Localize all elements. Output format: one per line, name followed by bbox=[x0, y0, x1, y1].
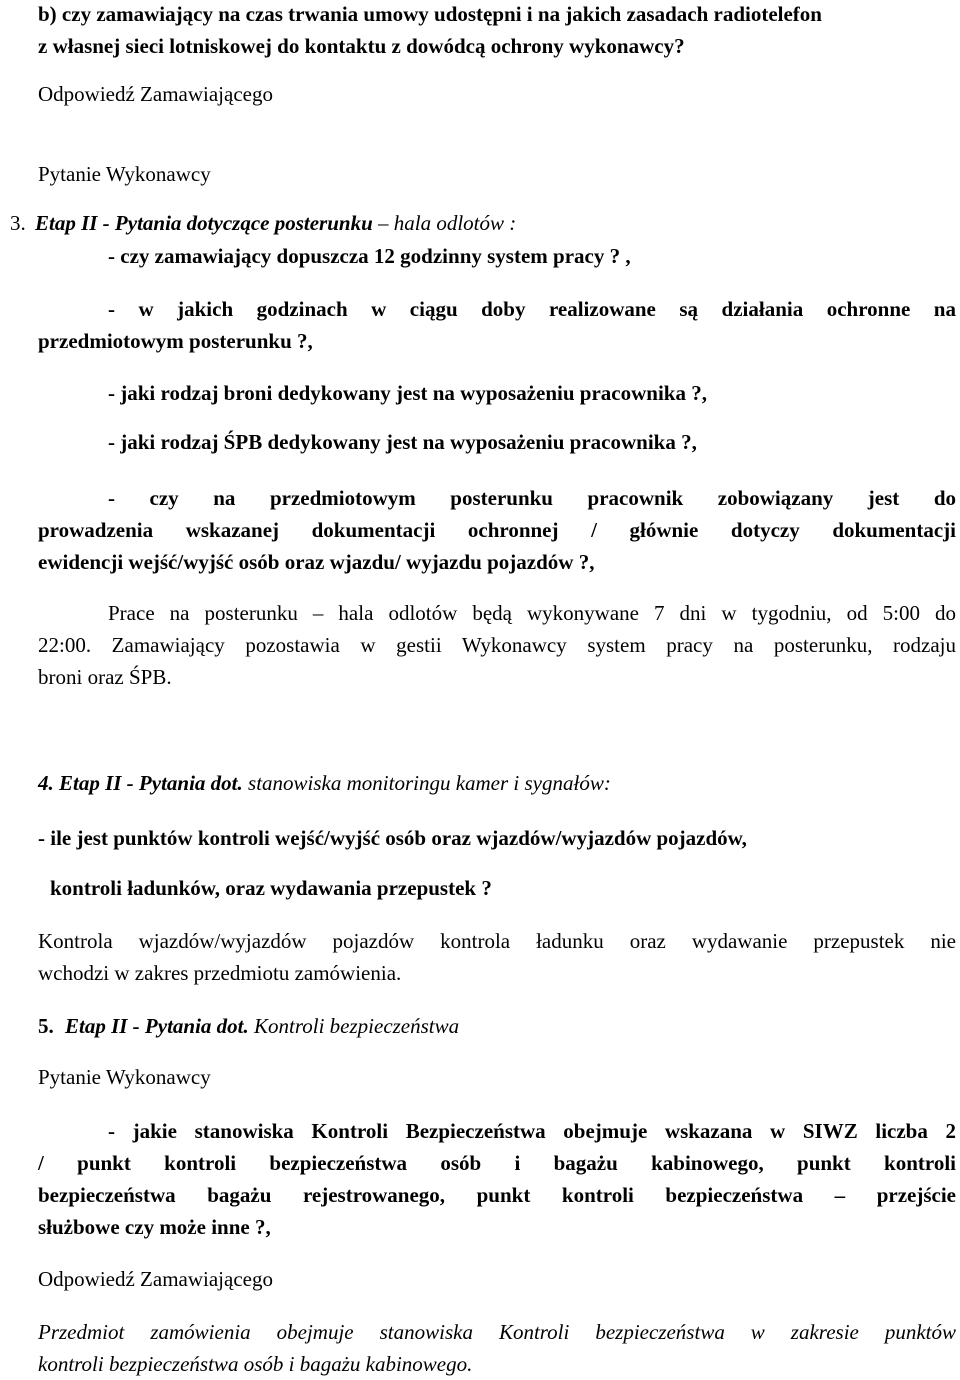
section-4-question-line-2: kontroli ładunków, oraz wydawania przepustek ? bbox=[50, 876, 492, 900]
section-3-question-2-line-2: przedmiotowym posterunku ?, bbox=[38, 329, 313, 353]
section-3-question-5-line-2: prowadzenia wskazanej dokumentacji ochronnej / głównie dotyczy dokumentacji bbox=[38, 518, 956, 542]
section-5-question-line-2: / punkt kontroli bezpieczeństwa osób i bagażu kabinowego, punkt kontroli bbox=[38, 1151, 956, 1175]
section-4-heading bbox=[38, 773, 611, 794]
section-5-question-line-1: - jakie stanowiska Kontroli Bezpieczeństwa obejmuje wskazana w SIWZ liczba 2 bbox=[108, 1119, 956, 1143]
section-4-answer bbox=[38, 925, 956, 989]
section-4-heading-rest: stanowiska monitoringu kamer i sygnałów: bbox=[242, 771, 611, 795]
section-3-heading-bold: Etap II - Pytania dotyczące posterunku bbox=[35, 211, 373, 235]
section-5-answer bbox=[38, 1316, 956, 1380]
section-3-question-5-line-3: ewidencji wejść/wyjść osób oraz wjazdu/ wyjazdu pojazdów ?, bbox=[38, 550, 595, 574]
section-b-question-line-1: b) czy zamawiający na czas trwania umowy udostępni i na jakich zasadach radiotelefon bbox=[38, 2, 822, 26]
question-label: Pytanie Wykonawcy bbox=[38, 162, 211, 186]
section-3-answer-line-3: broni oraz ŚPB. bbox=[38, 665, 172, 689]
section-5-heading bbox=[38, 1016, 459, 1037]
section-5-answer-line-2: kontroli bezpieczeństwa osób i bagażu kabinowego. bbox=[38, 1352, 473, 1376]
section-3-number: 3. bbox=[10, 211, 26, 235]
section-3-question-2 bbox=[38, 293, 956, 357]
section-3-answer-line-2: 22:00. Zamawiający pozostawia w gestii Wykonawcy system pracy na posterunku, rodzaju bbox=[38, 633, 956, 657]
section-5-question bbox=[38, 1115, 956, 1243]
section-3-heading bbox=[10, 213, 516, 234]
section-5-heading-rest: Kontroli bezpieczeństwa bbox=[248, 1014, 460, 1038]
section-3-answer bbox=[38, 597, 956, 693]
section-3-answer-line-1: Prace na posterunku – hala odlotów będą wykonywane 7 dni w tygodniu, od 5:00 do bbox=[108, 601, 956, 625]
section-3-question-2-line-1: - w jakich godzinach w ciągu doby realizowane są działania ochronne na bbox=[108, 297, 956, 321]
section-5-answer-line-1: Przedmiot zamówienia obejmuje stanowiska Kontroli bezpieczeństwa w zakresie punktów bbox=[38, 1320, 956, 1344]
section-3-question-5-line-1: - czy na przedmiotowym posterunku pracownik zobowiązany jest do bbox=[108, 486, 956, 510]
section-5-question-line-3: bezpieczeństwa bagażu rejestrowanego, punkt kontroli bezpieczeństwa – przejście bbox=[38, 1183, 956, 1207]
section-4-heading-bold: 4. Etap II - Pytania dot. bbox=[38, 771, 243, 795]
section-3-heading-rest: – hala odlotów : bbox=[372, 211, 517, 235]
section-5-heading-bold: Etap II - Pytania dot. bbox=[65, 1014, 249, 1038]
answer-label: Odpowiedź Zamawiającego bbox=[38, 82, 273, 106]
section-3-question-5 bbox=[38, 482, 956, 578]
section-4-question-line-1: - ile jest punktów kontroli wejść/wyjść osób oraz wjazdów/wyjazdów pojazdów, bbox=[38, 826, 747, 850]
section-3-question-4: - jaki rodzaj ŚPB dedykowany jest na wyposażeniu pracownika ?, bbox=[108, 430, 697, 454]
section-4-answer-line-1: Kontrola wjazdów/wyjazdów pojazdów kontrola ładunku oraz wydawanie przepustek nie bbox=[38, 929, 956, 953]
section-5-answer-label: Odpowiedź Zamawiającego bbox=[38, 1267, 273, 1291]
section-5-question-label: Pytanie Wykonawcy bbox=[38, 1065, 211, 1089]
section-b-question-line-2: z własnej sieci lotniskowej do kontaktu z dowódcą ochrony wykonawcy? bbox=[38, 34, 685, 58]
section-5-number: 5. bbox=[38, 1014, 54, 1038]
section-5-question-line-4: służbowe czy może inne ?, bbox=[38, 1215, 271, 1239]
section-3-question-3: - jaki rodzaj broni dedykowany jest na wyposażeniu pracownika ?, bbox=[108, 381, 707, 405]
section-4-answer-line-2: wchodzi w zakres przedmiotu zamówienia. bbox=[38, 961, 402, 985]
section-3-question-1: - czy zamawiający dopuszcza 12 godzinny system pracy ? , bbox=[108, 244, 631, 268]
